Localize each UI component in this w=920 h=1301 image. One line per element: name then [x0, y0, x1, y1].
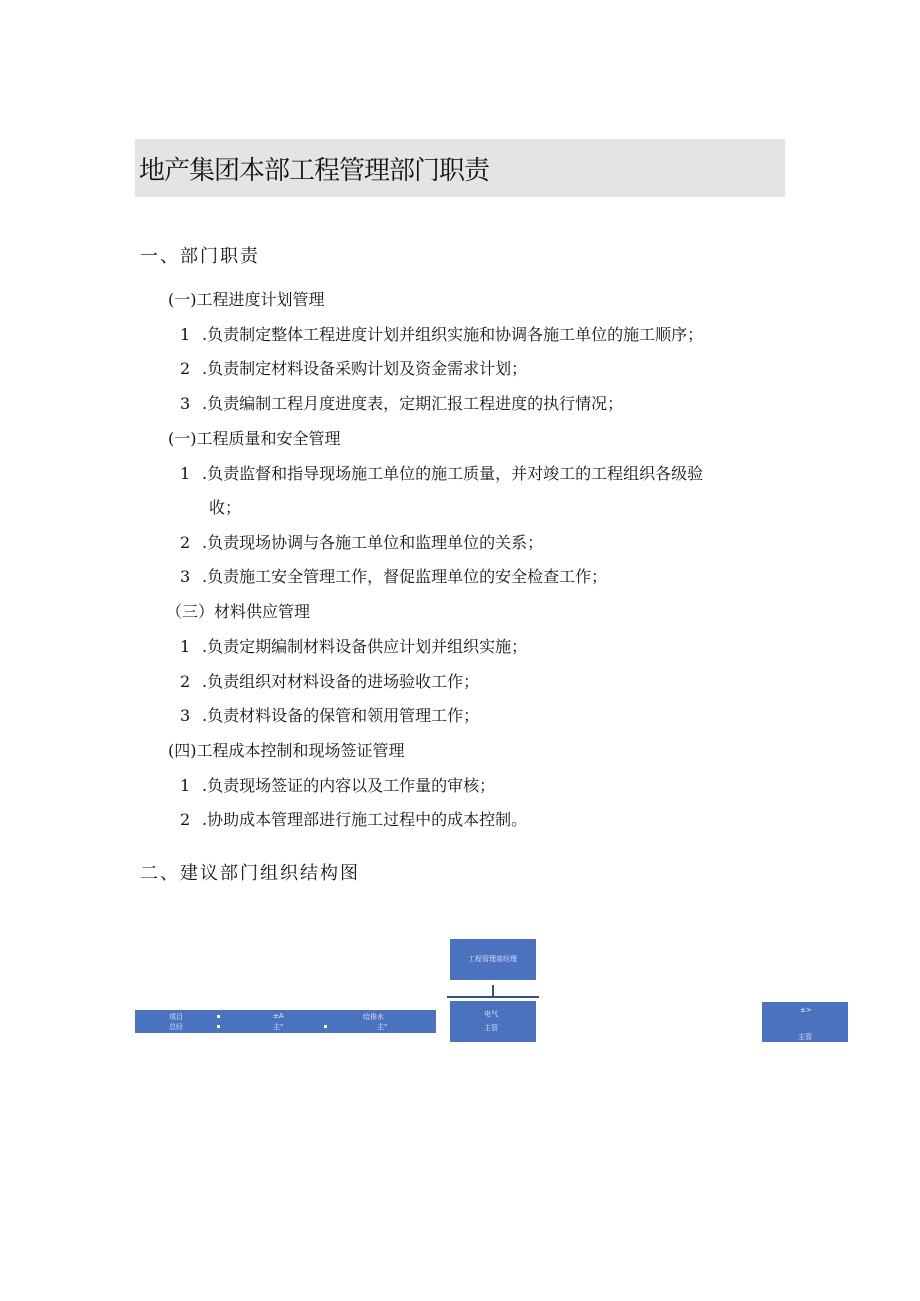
- item-continuation: 收；: [209, 498, 242, 517]
- list-item: [180, 703, 479, 726]
- list-item: [180, 564, 607, 587]
- group-heading-4: (四)工程成本控制和现场签证管理: [168, 741, 405, 760]
- org-bar-text: 总经: [169, 1023, 183, 1031]
- list-item: [180, 322, 703, 345]
- list-item: [180, 634, 527, 657]
- item-number: 3: [180, 567, 191, 586]
- item-number: 1: [180, 464, 191, 483]
- page-title: 地产集团本部工程管理部门职责: [139, 156, 490, 186]
- org-box-manager: [450, 939, 536, 980]
- bullet-dot: [217, 1025, 220, 1028]
- list-item: [180, 391, 623, 414]
- org-box-right-line1: ±>: [800, 1006, 812, 1014]
- org-box-electrical: [450, 1001, 536, 1042]
- item-number: 1: [180, 637, 191, 656]
- item-text: .负责制定材料设备采购计划及资金需求计划；: [202, 359, 528, 378]
- org-bar-text: 主": [273, 1023, 284, 1031]
- group-heading-2: (一)工程质量和安全管理: [168, 429, 341, 448]
- org-bar-text: 项目: [169, 1013, 183, 1021]
- item-number: 3: [180, 706, 191, 725]
- item-text: .负责现场协调与各施工单位和监理单位的关系；: [202, 533, 544, 552]
- item-number: 2: [180, 672, 191, 691]
- list-item: [180, 530, 543, 553]
- title-banner: [135, 139, 785, 197]
- org-box-manager-label: 工程管理部经理: [468, 955, 517, 963]
- org-box-electrical-line2: 主管: [484, 1024, 498, 1032]
- list-item: [180, 773, 495, 796]
- item-number: 1: [180, 776, 191, 795]
- list-item: [180, 807, 527, 830]
- org-bar-text: ±A: [273, 1012, 284, 1020]
- org-box-electrical-line1: 电气: [484, 1010, 498, 1018]
- item-text: .负责材料设备的保管和领用管理工作；: [202, 706, 480, 725]
- item-text: .负责编制工程月度进度表，定期汇报工程进度的执行情况；: [202, 394, 624, 413]
- org-bar-left: [135, 1010, 436, 1033]
- list-item: [180, 669, 479, 692]
- bullet-dot: [324, 1025, 327, 1028]
- item-number: 1: [180, 325, 191, 344]
- group-heading-1: (一)工程进度计划管理: [168, 290, 325, 309]
- org-connector-vertical: [492, 985, 494, 997]
- section-heading-1: 一、部门职责: [140, 246, 260, 267]
- item-text: .协助成本管理部进行施工过程中的成本控制。: [202, 810, 528, 829]
- item-number: 3: [180, 394, 191, 413]
- item-text: .负责定期编制材料设备供应计划并组织实施；: [202, 637, 528, 656]
- list-item: [180, 356, 527, 379]
- section-heading-2: 二、建议部门组织结构图: [140, 863, 360, 884]
- org-box-right-line2: 主管: [798, 1033, 812, 1041]
- item-text: .负责现场签证的内容以及工作量的审核；: [202, 776, 496, 795]
- item-number: 2: [180, 810, 191, 829]
- org-box-right: [762, 1002, 848, 1042]
- org-bar-text: 主": [377, 1023, 388, 1031]
- bullet-dot: [217, 1015, 220, 1018]
- group-heading-3: （三）材料供应管理: [166, 602, 311, 621]
- org-bar-text: 给排水: [363, 1013, 384, 1021]
- item-text: .负责组织对材料设备的进场验收工作；: [202, 672, 480, 691]
- item-number: 2: [180, 359, 191, 378]
- item-number: 2: [180, 533, 191, 552]
- item-text: .负责监督和指导现场施工单位的施工质量，并对竣工的工程组织各级验: [202, 464, 704, 483]
- item-text: .负责制定整体工程进度计划并组织实施和协调各施工单位的施工顺序；: [202, 325, 704, 344]
- list-item: [180, 461, 703, 484]
- item-text: .负责施工安全管理工作，督促监理单位的安全检查工作；: [202, 567, 608, 586]
